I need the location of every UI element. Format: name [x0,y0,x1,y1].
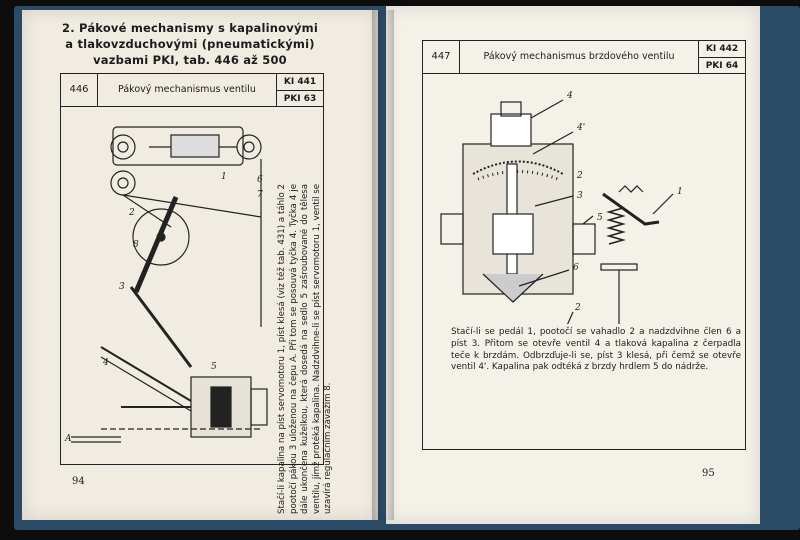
table-447-frame [422,40,746,450]
table-codes [698,41,745,73]
callout-8: 8 [133,240,139,250]
lever-3 [136,197,176,292]
callout-4: 4 [567,91,573,101]
callout-4: 4 [103,358,109,368]
callout-1: 1 [677,187,683,197]
book-gutter [372,10,394,520]
callout-7: 7 [257,190,263,200]
pulley-right-icon [237,135,261,159]
pulley-lower-left-icon [111,171,135,195]
code-ki: KI 441 [277,74,323,91]
callout-4-prime: 4' [577,123,586,133]
rod-4 [101,347,201,407]
code-pki: PKI 64 [705,61,739,71]
section-heading-line-2: a tlakovzduchovými (pneumatickými) [65,37,315,51]
callout-a: A [65,434,72,444]
piston-3 [493,214,533,254]
callout-5: 5 [211,362,217,372]
callout-2: 2 [575,303,581,313]
outlet-5 [573,224,595,254]
code-ki: KI 442 [699,41,745,58]
table-title: Pákový mechanismus ventilu [118,84,256,95]
table-447-header [423,41,745,74]
table-number: 447 [423,41,460,73]
section-heading-line-3: vazbami PKI, tab. 446 až 500 [93,53,287,67]
table-title: Pákový mechanismus brzdového ventilu [483,51,675,62]
callout-2: 2 [129,208,135,218]
table-446-description: Stačí-li kapalina na píst servomotoru 1, píst klesá (viz též tab. 431) a táhlo 2 pootočí pákou 3 uloženou na čepu A. Při tom se posouvá tyčka 4. Tyčka 4 je dále ukončena kuželkou, která dosedá na sedlo 5 zašroubované do tělesa ventilu, jímž protéká kapalina. Nadzdvihne-li se píst servomotoru 1, ventil se uzavírá regulačním závažím 8. [277,184,334,514]
servomotor-piston [171,135,219,157]
callout-1: 1 [221,172,227,182]
page-number-right: 95 [702,468,715,479]
brake-valve-mechanism-drawing [423,74,745,324]
callout-6: 6 [257,175,263,185]
callout-6: 6 [573,263,579,273]
section-heading-line-1: 2. Pákové mechanismy s kapalinovými [62,21,318,35]
section-heading [60,20,320,68]
table-446-header [61,74,323,107]
table-447-description: Stačí-li se pedál 1, pootočí se vahadlo 2 a nadzdvihne člen 6 a píst 3. Přitom se otevře ventil 4 a tlaková kapalina z čerpadla teče k brzdám. Odbrzďuje-li se, píst 3 klesá, při čemž se otevře ventil 4'. Kapalina pak odtéká z brzdy hrdlem 5 do nádrže. [451,327,741,373]
code-pki: PKI 63 [283,94,317,104]
page-number-left: 94 [72,476,85,487]
callout-3: 3 [577,191,583,201]
valve-top-cap [491,114,531,146]
return-spring-icon [609,208,623,244]
table-codes [276,74,323,106]
callout-3: 3 [119,282,125,292]
callout-5: 5 [597,213,603,223]
table-number: 446 [61,74,98,106]
callout-2-upper: 2 [577,171,583,181]
pulley-left-icon [111,135,135,159]
